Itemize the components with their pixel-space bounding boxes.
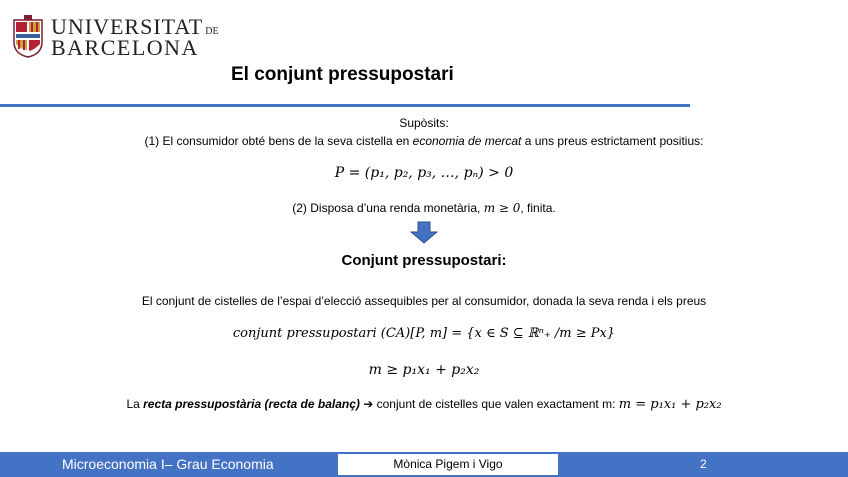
university-shield-icon (12, 14, 44, 58)
down-arrow-icon (410, 221, 438, 244)
assumption-2-math: m ≥ 0 (483, 201, 521, 215)
footer-page-number: 2 (700, 457, 707, 471)
section-subtitle: Conjunt pressupostari: (341, 252, 507, 269)
assumption-2-suffix: , finita. (520, 201, 556, 215)
footer-author: Mònica Pigem i Vigo (337, 453, 559, 476)
university-name-bottom: BARCELONA (51, 35, 199, 60)
price-vector-formula: P = (p₁, p₂, p₃, …, pₙ) > 0 (334, 165, 514, 181)
right-arrow-icon: ➔ (363, 397, 374, 411)
budget-line-prefix: La (126, 397, 144, 411)
budget-line-suffix: conjunt de cistelles que valen exactament m: (373, 397, 619, 411)
title-divider (0, 104, 690, 107)
budget-inequality-formula: m ≥ p₁x₁ + p₂x₂ (368, 362, 480, 378)
footer-course: Microeconomia I– Grau Economia (62, 456, 274, 472)
definition-text: El conjunt de cistelles de l’espai d’elecció assequibles per al consumidor, donada la seva renda i els preus (141, 294, 707, 308)
budget-line-term: recta pressupostària (recta de balanç) (143, 397, 360, 411)
assumption-1-suffix: a uns preus estrictament positius: (521, 134, 704, 148)
slide-title: El conjunt pressupostari (231, 64, 454, 85)
university-word: UNIVERSITAT (51, 14, 204, 39)
suposits-label: Supòsits: (399, 116, 449, 130)
budget-line-sentence (0, 397, 848, 412)
assumption-2 (0, 201, 848, 215)
footer-bar (0, 452, 848, 477)
assumption-1-italic: economia de mercat (412, 134, 522, 148)
assumption-1 (0, 134, 848, 148)
budget-set-formula: conjunt pressupostari (CA)[P, m] = {x ∈ S ⊆ ℝⁿ₊ /m ≥ Px} (232, 326, 616, 341)
budget-line-formula: m = p₁x₁ + p₂x₂ (618, 397, 722, 412)
assumption-2-prefix: (2) Disposa d’una renda monetària, (292, 201, 484, 215)
assumption-1-prefix: (1) El consumidor obté bens de la seva cistella en (144, 134, 413, 148)
university-de: DE (205, 26, 219, 37)
